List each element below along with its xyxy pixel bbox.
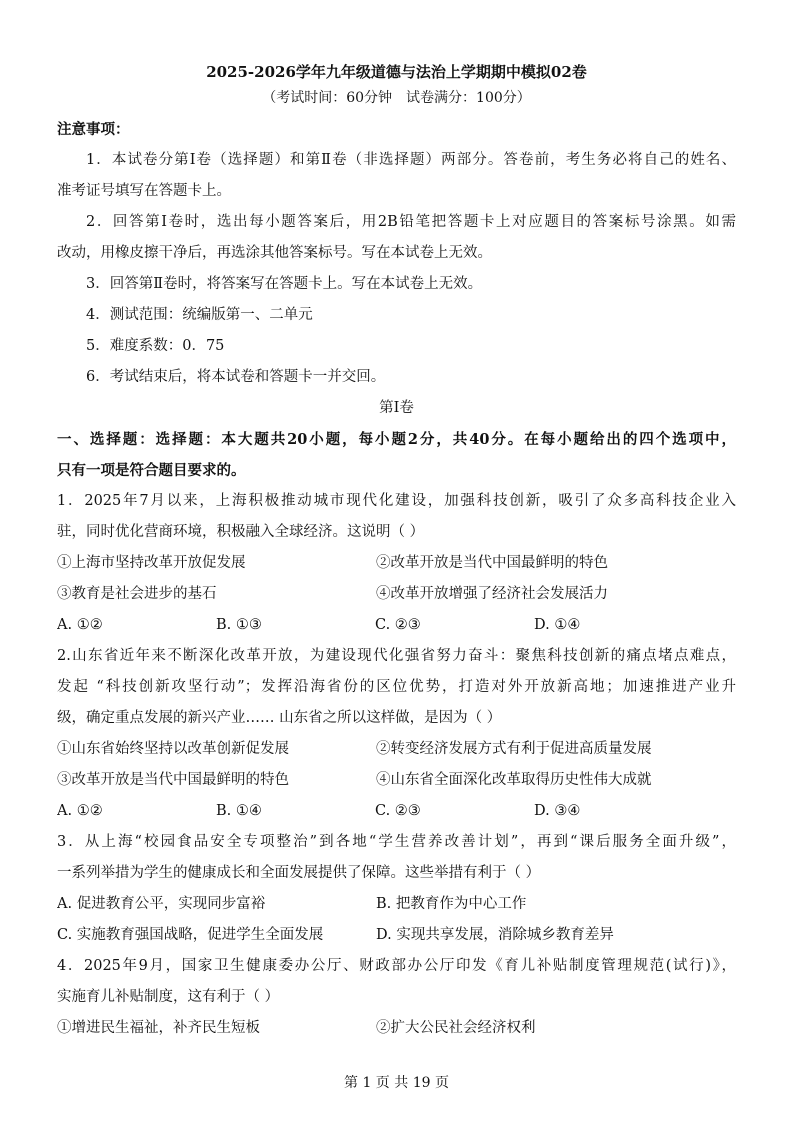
exam-subtitle: （考试时间：60分钟 试卷满分：100分）	[262, 90, 531, 106]
question-items	[57, 765, 736, 796]
note-line: 3．回答第Ⅱ卷时，将答案写在答题卡上。写在本试卷上无效。	[86, 276, 483, 292]
note-line: 改动，用橡皮擦干净后，再选涂其他答案标号。写在本试卷上无效。	[57, 245, 492, 261]
question-stem: 级，确定重点发展的新兴产业…… 山东省之所以这样做，是因为（ ）	[57, 710, 502, 726]
note-line: 5．难度系数：0．75	[86, 338, 225, 354]
choice-d: D. 实现共享发展，消除城乡教育差异	[376, 927, 614, 943]
part-label: 第Ⅰ卷	[379, 400, 414, 416]
item: ①山东省始终坚持以改革创新促发展	[57, 741, 289, 757]
choice-c: C. ②③	[375, 803, 421, 819]
question-stem: 1．2025年7月以来，上海积极推动城市现代化建设，加强科技创新，吸引了众多高科技企业入	[57, 493, 736, 509]
choice-b: B. ①④	[216, 803, 262, 819]
page-number: 第 1 页 共 19 页	[344, 1075, 449, 1091]
question-items	[57, 548, 736, 579]
choice-a: A. 促进教育公平，实现同步富裕	[57, 896, 266, 912]
item: ④山东省全面深化改革取得历史性伟大成就	[376, 772, 652, 788]
choice-d: D. ③④	[534, 803, 581, 819]
choice-a: A. ①②	[57, 617, 103, 633]
question-stem: 实施育儿补贴制度，这有利于（ ）	[57, 989, 280, 1005]
item: ①增进民生福祉，补齐民生短板	[57, 1020, 260, 1036]
item: ③教育是社会进步的基石	[57, 586, 217, 602]
question-stem: 4．2025年9月，国家卫生健康委办公厅、财政部办公厅印发《育儿补贴制度管理规范(试行)》，	[57, 958, 736, 974]
item: ①上海市坚持改革开放促发展	[57, 555, 246, 571]
question-stem: 驻，同时优化营商环境，积极融入全球经济。这说明（ ）	[57, 524, 425, 540]
question-items	[57, 734, 736, 765]
note-line: 准考证号填写在答题卡上。	[57, 183, 231, 199]
note-line: 6．考试结束后，将本试卷和答题卡一并交回。	[86, 369, 386, 385]
choice-c: C. 实施教育强国战略，促进学生全面发展	[57, 927, 324, 943]
answer-choices	[57, 610, 736, 641]
item: ②转变经济发展方式有利于促进高质量发展	[376, 741, 652, 757]
exam-title: 2025-2026学年九年级道德与法治上学期期中模拟02卷	[206, 63, 587, 81]
question-stem: 2.山东省近年来不断深化改革开放，为建设现代化强省努力奋斗：聚焦科技创新的痛点堵点难点，	[57, 648, 736, 664]
choice-b: B. 把教育作为中心工作	[376, 896, 527, 912]
note-line: 2．回答第Ⅰ卷时，选出每小题答案后，用2B铅笔把答题卡上对应题目的答案标号涂黑。如需	[86, 214, 736, 230]
question-items	[57, 579, 736, 610]
answer-choices	[57, 920, 736, 951]
item: ③改革开放是当代中国最鲜明的特色	[57, 772, 289, 788]
item: ②扩大公民社会经济权利	[376, 1020, 536, 1036]
note-line: 1．本试卷分第Ⅰ卷（选择题）和第Ⅱ卷（非选择题）两部分。答卷前，考生务必将自己的姓名、	[86, 152, 736, 168]
item: ④改革开放增强了经济社会发展活力	[376, 586, 608, 602]
question-stem: 发起 “科技创新攻坚行动”；发挥沿海省份的区位优势，打造对外开放新高地；加速推进产业升	[57, 679, 736, 695]
note-line: 4．测试范围：统编版第一、二单元	[86, 307, 313, 323]
answer-choices	[57, 889, 736, 920]
choice-a: A. ①②	[57, 803, 103, 819]
choice-b: B. ①③	[216, 617, 262, 633]
choice-c: C. ②③	[375, 617, 421, 633]
question-stem: 一系列举措为学生的健康成长和全面发展提供了保障。这些举措有利于（ ）	[57, 865, 541, 881]
choice-d: D. ①④	[534, 617, 581, 633]
section-heading-cont: 只有一项是符合题目要求的。	[57, 462, 246, 479]
question-stem: 3．从上海“校园食品安全专项整治”到各地“学生营养改善计划”，再到“课后服务全面升级”，	[57, 834, 736, 850]
section-heading: 一、选择题：选择题：本大题共20小题，每小题2分，共40分。在每小题给出的四个选项中，	[57, 431, 736, 448]
answer-choices	[57, 796, 736, 827]
item: ②改革开放是当代中国最鲜明的特色	[376, 555, 608, 571]
notes-heading: 注意事项：	[57, 121, 130, 138]
question-items	[57, 1013, 736, 1044]
